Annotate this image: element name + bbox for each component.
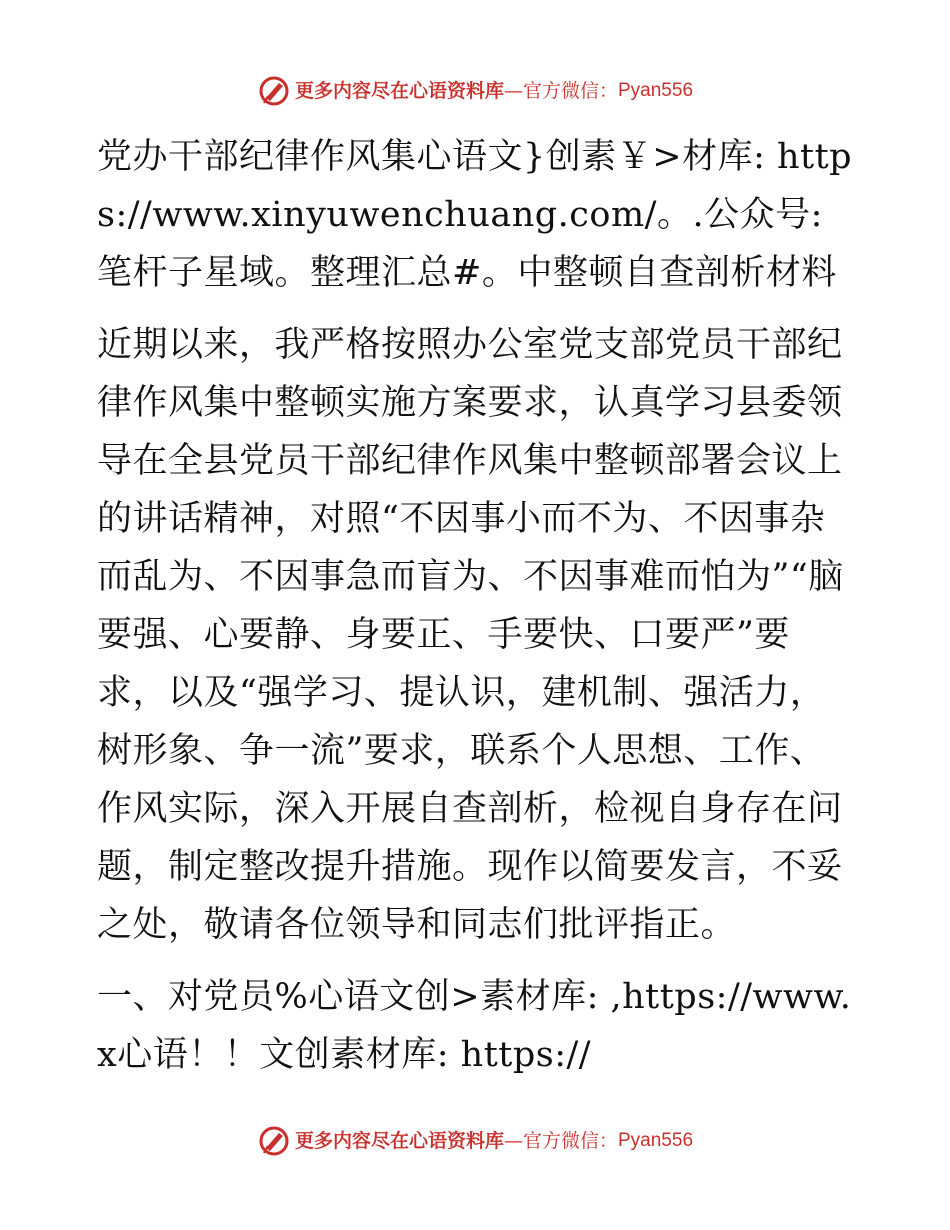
document-body — [97, 128, 857, 1084]
paragraph-title: 党办干部纪律作风集心语文}创素￥>材库: https://www.xinyuwenchuang.com/。.公众号: 笔杆子星域。整理汇总#。中整顿自查剖析材料 — [97, 137, 853, 293]
paragraph-section-one: 一、对党员%心语文创>素材库: ,https://www.x心语！！文创素材库: https:// — [97, 977, 852, 1075]
header-watermark — [0, 71, 950, 111]
watermark-dash: — — [503, 80, 523, 102]
quill-logo-icon — [257, 1124, 291, 1158]
watermark-wechat-id: Pyan556 — [618, 80, 694, 101]
paragraph-intro: 近期以来，我严格按照办公室党支部党员干部纪律作风集中整顿实施方案要求，认真学习县委领导在全县党员干部纪律作风集中整顿部署会议上的讲话精神，对照“不因事小而不为、不因事杂而乱为、不因事急而盲为、不因事难而怕为”“脑要强、心要静、身要正、手要快、口要严”要求，以及“强学习、提认识，建机制、强活力，树形象、争一流”要求，联系个人思想、工作、作风实际，深入开展自查剖析，检视自身存在问题，制定整改提升措施。现作以简要发言，不妥之处，敬请各位领导和同志们批评指正。 — [97, 325, 844, 945]
quill-logo-icon — [257, 74, 291, 108]
watermark-dash: — — [503, 1130, 523, 1152]
watermark-main-text: 更多内容尽在心语资料库 — [294, 80, 504, 102]
watermark-sub-text: 官方微信： — [522, 1130, 618, 1152]
footer-watermark — [0, 1121, 950, 1161]
watermark-sub-text: 官方微信： — [522, 80, 618, 102]
watermark-main-text: 更多内容尽在心语资料库 — [294, 1130, 504, 1152]
watermark-wechat-id: Pyan556 — [618, 1130, 694, 1151]
